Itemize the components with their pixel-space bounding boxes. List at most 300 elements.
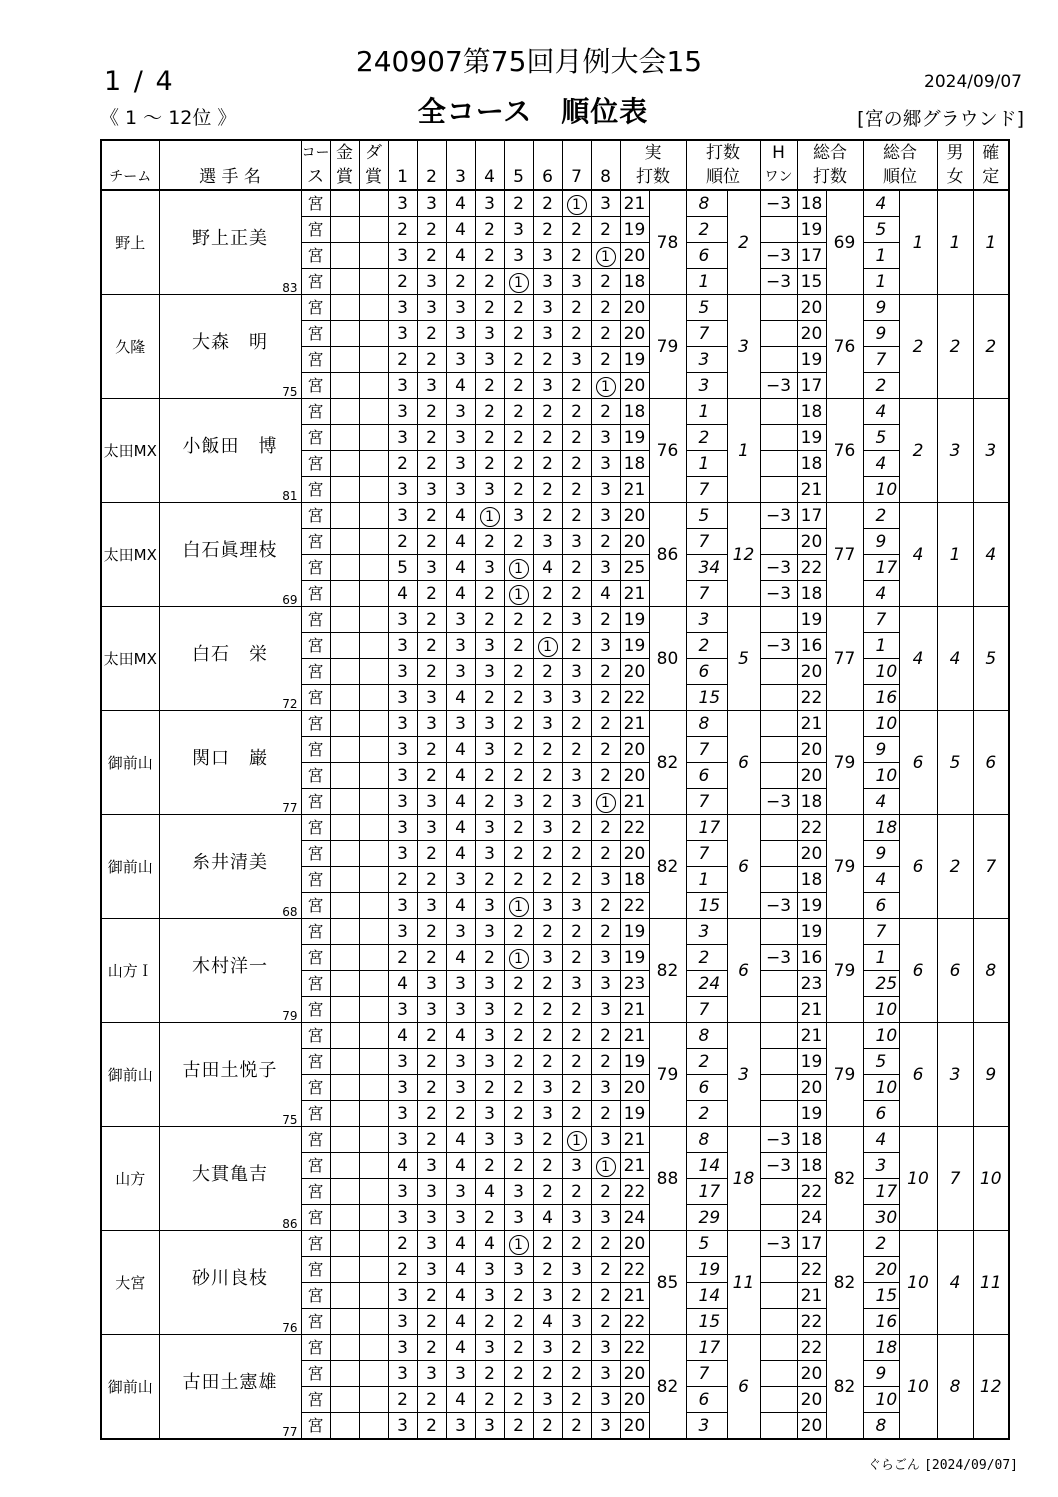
overall-strokes: 82 xyxy=(826,1231,863,1335)
hole-cell: 3 xyxy=(562,347,591,373)
hole-cell xyxy=(591,243,620,269)
overall-rank: 6 xyxy=(899,711,937,815)
table-row xyxy=(101,295,1009,321)
da-cell xyxy=(359,451,388,477)
round-total: 17 xyxy=(797,243,826,269)
hole-cell: 2 xyxy=(417,659,446,685)
hole-cell: 3 xyxy=(388,633,417,659)
round-total: 21 xyxy=(797,997,826,1023)
da-cell xyxy=(359,1231,388,1257)
hole-cell: 3 xyxy=(446,1179,475,1205)
gold-cell xyxy=(330,1101,359,1127)
gold-cell xyxy=(330,555,359,581)
hole-cell: 2 xyxy=(417,1283,446,1309)
round-total-rank: 1 xyxy=(863,945,899,971)
round-total-rank: 20 xyxy=(863,1257,899,1283)
actual-strokes: 79 xyxy=(649,1023,686,1127)
player-name-cell xyxy=(159,399,301,503)
round-rank: 2 xyxy=(686,217,727,243)
gold-cell xyxy=(330,1283,359,1309)
hole-cell: 3 xyxy=(446,919,475,945)
overall-rank: 6 xyxy=(899,919,937,1023)
hole-cell: 2 xyxy=(504,971,533,997)
hole-cell: 3 xyxy=(533,1387,562,1413)
round-total-rank: 4 xyxy=(863,1127,899,1153)
hole-cell: 2 xyxy=(475,399,504,425)
round-rank: 3 xyxy=(686,347,727,373)
hole-cell: 2 xyxy=(562,841,591,867)
hole-cell: 2 xyxy=(591,399,620,425)
footer xyxy=(868,1454,1018,1473)
player-age: 75 xyxy=(282,385,298,399)
round-total: 18 xyxy=(797,581,826,607)
hole-cell: 3 xyxy=(591,1075,620,1101)
gold-cell xyxy=(330,1049,359,1075)
player-name-cell xyxy=(159,295,301,399)
round-total: 20 xyxy=(797,659,826,685)
course-cell: 宮 xyxy=(301,1361,330,1387)
hole-cell: 2 xyxy=(562,243,591,269)
hole-in-one-adj: −3 xyxy=(760,1153,797,1179)
round-total-rank: 7 xyxy=(863,347,899,373)
actual-strokes: 82 xyxy=(649,919,686,1023)
hole-cell: 2 xyxy=(562,737,591,763)
hole-cell: 2 xyxy=(533,1257,562,1283)
round-total: 20 xyxy=(797,529,826,555)
overall-strokes: 79 xyxy=(826,815,863,919)
hole-in-one-adj xyxy=(760,919,797,945)
round-rank: 8 xyxy=(686,1023,727,1049)
hole-cell: 4 xyxy=(446,893,475,919)
hole-cell: 3 xyxy=(417,269,446,295)
hole-cell: 2 xyxy=(475,243,504,269)
overall-strokes: 77 xyxy=(826,607,863,711)
hole-cell: 4 xyxy=(446,815,475,841)
gold-cell xyxy=(330,607,359,633)
course-cell: 宮 xyxy=(301,763,330,789)
hole-in-one-adj xyxy=(760,1387,797,1413)
round-subtotal: 19 xyxy=(620,347,649,373)
gold-cell xyxy=(330,1179,359,1205)
team-cell: 野上 xyxy=(101,190,159,295)
round-subtotal: 20 xyxy=(620,1231,649,1257)
hole-cell: 3 xyxy=(417,295,446,321)
hole-cell: 3 xyxy=(475,1023,504,1049)
hole-cell: 2 xyxy=(533,347,562,373)
round-rank: 6 xyxy=(686,659,727,685)
da-cell xyxy=(359,1101,388,1127)
header-gold: 金 xyxy=(330,140,359,165)
hole-cell: 4 xyxy=(446,190,475,217)
hole-cell: 3 xyxy=(475,997,504,1023)
round-total: 20 xyxy=(797,1387,826,1413)
round-subtotal: 19 xyxy=(620,1049,649,1075)
hole-cell: 4 xyxy=(533,555,562,581)
hole-cell: 2 xyxy=(504,1335,533,1361)
round-subtotal: 21 xyxy=(620,190,649,217)
hole-in-one-mark: 1 xyxy=(509,585,529,605)
actual-strokes: 82 xyxy=(649,711,686,815)
hole-in-one-adj xyxy=(760,1309,797,1335)
hole-cell: 4 xyxy=(591,581,620,607)
hole-cell: 3 xyxy=(475,1257,504,1283)
hole-in-one-adj xyxy=(760,1413,797,1440)
strokes-rank: 12 xyxy=(727,503,760,607)
overall-strokes: 69 xyxy=(826,190,863,295)
round-total-rank: 9 xyxy=(863,737,899,763)
hole-cell: 2 xyxy=(504,737,533,763)
round-subtotal: 22 xyxy=(620,1179,649,1205)
hole-cell: 4 xyxy=(446,529,475,555)
hole-cell: 3 xyxy=(591,1413,620,1440)
round-total-rank: 4 xyxy=(863,867,899,893)
round-rank: 1 xyxy=(686,269,727,295)
round-subtotal: 20 xyxy=(620,1075,649,1101)
hole-in-one-adj xyxy=(760,1205,797,1231)
hole-cell: 2 xyxy=(591,1283,620,1309)
hole-cell: 2 xyxy=(504,763,533,789)
final-rank: 5 xyxy=(973,607,1009,711)
hole-cell: 2 xyxy=(417,347,446,373)
hole-cell: 4 xyxy=(475,1231,504,1257)
gold-cell xyxy=(330,633,359,659)
header-course-b: ス xyxy=(301,165,330,190)
hole-cell: 3 xyxy=(388,893,417,919)
round-subtotal: 24 xyxy=(620,1205,649,1231)
hole-cell: 2 xyxy=(591,269,620,295)
course-cell: 宮 xyxy=(301,217,330,243)
hole-cell: 4 xyxy=(446,217,475,243)
overall-strokes: 82 xyxy=(826,1127,863,1231)
hole-in-one-adj xyxy=(760,971,797,997)
hole-cell: 2 xyxy=(417,425,446,451)
round-subtotal: 20 xyxy=(620,529,649,555)
course-cell: 宮 xyxy=(301,971,330,997)
course-cell: 宮 xyxy=(301,711,330,737)
hole-in-one-adj xyxy=(760,1361,797,1387)
hole-cell: 4 xyxy=(388,1153,417,1179)
round-total-rank: 16 xyxy=(863,685,899,711)
round-total: 18 xyxy=(797,1153,826,1179)
round-total-rank: 18 xyxy=(863,1335,899,1361)
hole-cell xyxy=(533,633,562,659)
hole-cell: 2 xyxy=(591,1179,620,1205)
hole-cell: 3 xyxy=(475,1101,504,1127)
course-cell: 宮 xyxy=(301,607,330,633)
hole-cell: 2 xyxy=(533,190,562,217)
player-name: 関口 巌 xyxy=(192,747,268,769)
round-subtotal: 21 xyxy=(620,711,649,737)
player-name: 大森 明 xyxy=(192,331,268,353)
hole-cell: 2 xyxy=(475,945,504,971)
hole-cell: 2 xyxy=(562,1075,591,1101)
hole-cell: 2 xyxy=(591,321,620,347)
hole-cell: 2 xyxy=(504,633,533,659)
gold-cell xyxy=(330,217,359,243)
hole-cell: 2 xyxy=(388,529,417,555)
gold-cell xyxy=(330,971,359,997)
hole-cell: 3 xyxy=(388,399,417,425)
round-subtotal: 21 xyxy=(620,581,649,607)
overall-strokes: 79 xyxy=(826,919,863,1023)
hole-cell: 3 xyxy=(388,190,417,217)
strokes-rank: 18 xyxy=(727,1127,760,1231)
hole-cell: 3 xyxy=(388,659,417,685)
hole-in-one-mark: 1 xyxy=(596,247,616,267)
round-total-rank: 18 xyxy=(863,815,899,841)
hole-cell: 2 xyxy=(417,321,446,347)
overall-rank: 4 xyxy=(899,503,937,607)
da-cell xyxy=(359,373,388,399)
hole-cell: 2 xyxy=(504,321,533,347)
course-cell: 宮 xyxy=(301,659,330,685)
hole-cell: 3 xyxy=(388,243,417,269)
header-total-b: 打数 xyxy=(797,165,863,190)
round-total: 18 xyxy=(797,867,826,893)
course-cell: 宮 xyxy=(301,1153,330,1179)
hole-cell: 3 xyxy=(475,815,504,841)
table-row xyxy=(101,190,1009,217)
hole-cell: 3 xyxy=(388,919,417,945)
round-total-rank: 4 xyxy=(863,190,899,217)
round-total-rank: 4 xyxy=(863,399,899,425)
round-total-rank: 1 xyxy=(863,633,899,659)
course-cell: 宮 xyxy=(301,1205,330,1231)
round-total-rank: 9 xyxy=(863,321,899,347)
hole-cell: 3 xyxy=(562,971,591,997)
hole-cell: 4 xyxy=(388,971,417,997)
hole-in-one-adj xyxy=(760,425,797,451)
hole-in-one-adj xyxy=(760,841,797,867)
hole-cell xyxy=(504,1231,533,1257)
hole-cell: 3 xyxy=(533,373,562,399)
hole-cell: 3 xyxy=(591,503,620,529)
hole-cell: 3 xyxy=(388,295,417,321)
header-final-b: 定 xyxy=(973,165,1009,190)
hole-cell: 2 xyxy=(504,997,533,1023)
gold-cell xyxy=(330,685,359,711)
hole-cell: 2 xyxy=(504,1075,533,1101)
round-rank: 7 xyxy=(686,581,727,607)
hole-in-one-adj: −3 xyxy=(760,893,797,919)
round-total: 21 xyxy=(797,711,826,737)
hole-cell xyxy=(504,269,533,295)
actual-strokes: 86 xyxy=(649,503,686,607)
hole-cell: 3 xyxy=(591,190,620,217)
hole-cell: 3 xyxy=(533,1335,562,1361)
round-rank: 15 xyxy=(686,893,727,919)
gold-cell xyxy=(330,1387,359,1413)
da-cell xyxy=(359,217,388,243)
hole-cell: 3 xyxy=(417,685,446,711)
round-total: 17 xyxy=(797,373,826,399)
hole-cell: 3 xyxy=(446,867,475,893)
da-cell xyxy=(359,1127,388,1153)
strokes-rank: 3 xyxy=(727,295,760,399)
round-total-rank: 8 xyxy=(863,1413,899,1440)
course-cell: 宮 xyxy=(301,919,330,945)
da-cell xyxy=(359,867,388,893)
round-total-rank: 10 xyxy=(863,763,899,789)
hole-cell: 4 xyxy=(533,1309,562,1335)
table-row xyxy=(101,1231,1009,1257)
hole-cell: 3 xyxy=(591,945,620,971)
round-rank: 2 xyxy=(686,945,727,971)
table-body xyxy=(101,190,1009,1439)
hole-cell: 3 xyxy=(475,971,504,997)
hole-cell: 3 xyxy=(417,997,446,1023)
round-total-rank: 10 xyxy=(863,997,899,1023)
hole-cell: 2 xyxy=(475,295,504,321)
round-rank: 3 xyxy=(686,607,727,633)
hole-cell: 3 xyxy=(388,1361,417,1387)
hole-cell: 2 xyxy=(475,789,504,815)
course-cell: 宮 xyxy=(301,633,330,659)
hole-cell: 3 xyxy=(475,1127,504,1153)
hole-cell: 3 xyxy=(562,607,591,633)
team-cell: 太田MX xyxy=(101,399,159,503)
hole-in-one-mark: 1 xyxy=(567,1131,587,1151)
hole-cell: 3 xyxy=(533,1075,562,1101)
table-row xyxy=(101,607,1009,633)
round-total: 21 xyxy=(797,477,826,503)
gold-cell xyxy=(330,815,359,841)
hole-cell xyxy=(562,1127,591,1153)
hole-cell: 2 xyxy=(417,763,446,789)
hole-cell: 2 xyxy=(591,529,620,555)
course-cell: 宮 xyxy=(301,1023,330,1049)
course-cell: 宮 xyxy=(301,555,330,581)
header-team-spacer xyxy=(101,140,159,165)
round-rank: 19 xyxy=(686,1257,727,1283)
hole-in-one-adj: −3 xyxy=(760,581,797,607)
hole-in-one-adj xyxy=(760,1283,797,1309)
hole-cell: 2 xyxy=(417,1127,446,1153)
round-rank: 2 xyxy=(686,1101,727,1127)
da-cell xyxy=(359,529,388,555)
hole-cell: 3 xyxy=(533,893,562,919)
hole-cell: 2 xyxy=(504,1153,533,1179)
hole-cell: 2 xyxy=(533,1413,562,1440)
hole-cell: 3 xyxy=(533,321,562,347)
hole-in-one-adj xyxy=(760,607,797,633)
hole-cell: 2 xyxy=(533,503,562,529)
gold-cell xyxy=(330,1023,359,1049)
hole-cell: 3 xyxy=(446,607,475,633)
round-subtotal: 21 xyxy=(620,1283,649,1309)
header-da-b: 賞 xyxy=(359,165,388,190)
hole-cell: 2 xyxy=(475,867,504,893)
hole-cell: 3 xyxy=(446,1049,475,1075)
strokes-rank: 6 xyxy=(727,919,760,1023)
gold-cell xyxy=(330,659,359,685)
hole-cell: 2 xyxy=(388,217,417,243)
player-age: 86 xyxy=(282,1217,298,1231)
round-subtotal: 22 xyxy=(620,1257,649,1283)
gold-cell xyxy=(330,841,359,867)
hole-cell: 2 xyxy=(533,1153,562,1179)
hole-cell: 3 xyxy=(562,1205,591,1231)
gold-cell xyxy=(330,763,359,789)
header-name: 選 手 名 xyxy=(159,165,301,190)
hole-cell: 3 xyxy=(475,737,504,763)
round-subtotal: 20 xyxy=(620,1387,649,1413)
hole-cell: 3 xyxy=(388,763,417,789)
round-total: 20 xyxy=(797,321,826,347)
round-total: 22 xyxy=(797,1335,826,1361)
hole-cell: 3 xyxy=(388,815,417,841)
hole-cell: 2 xyxy=(533,971,562,997)
report-date: 2024/09/07 xyxy=(924,72,1022,92)
header-hio: H xyxy=(760,140,797,165)
hole-cell: 3 xyxy=(446,1361,475,1387)
gold-cell xyxy=(330,503,359,529)
round-total-rank: 3 xyxy=(863,1153,899,1179)
round-subtotal: 20 xyxy=(620,763,649,789)
hole-cell: 3 xyxy=(562,269,591,295)
header-gender: 男 xyxy=(937,140,973,165)
round-subtotal: 22 xyxy=(620,1335,649,1361)
hole-cell: 2 xyxy=(562,581,591,607)
team-cell: 御前山 xyxy=(101,815,159,919)
hole-cell: 2 xyxy=(533,477,562,503)
course-cell: 宮 xyxy=(301,815,330,841)
hole-cell: 4 xyxy=(446,945,475,971)
hole-cell: 2 xyxy=(533,659,562,685)
round-total: 18 xyxy=(797,1127,826,1153)
hole-cell: 3 xyxy=(388,1413,417,1440)
hole-cell: 2 xyxy=(388,1231,417,1257)
round-rank: 3 xyxy=(686,919,727,945)
hole-in-one-mark: 1 xyxy=(509,897,529,917)
hole-cell: 2 xyxy=(562,451,591,477)
hole-in-one-adj xyxy=(760,1075,797,1101)
hole-cell: 2 xyxy=(562,1361,591,1387)
da-cell xyxy=(359,1387,388,1413)
final-rank: 3 xyxy=(973,399,1009,503)
hole-cell: 2 xyxy=(388,867,417,893)
round-total: 18 xyxy=(797,399,826,425)
round-rank: 29 xyxy=(686,1205,727,1231)
hole-cell: 2 xyxy=(475,1387,504,1413)
hole-cell: 4 xyxy=(388,1023,417,1049)
da-cell xyxy=(359,893,388,919)
hole-cell: 3 xyxy=(562,1309,591,1335)
header-gender-b: 女 xyxy=(937,165,973,190)
hole-cell xyxy=(591,373,620,399)
hole-cell: 2 xyxy=(562,945,591,971)
round-subtotal: 18 xyxy=(620,269,649,295)
gold-cell xyxy=(330,425,359,451)
hole-cell: 3 xyxy=(388,997,417,1023)
round-total: 21 xyxy=(797,1023,826,1049)
round-total-rank: 4 xyxy=(863,451,899,477)
round-rank: 6 xyxy=(686,243,727,269)
header-team: チーム xyxy=(101,165,159,190)
header-gold-b: 賞 xyxy=(330,165,359,190)
da-cell xyxy=(359,1023,388,1049)
hole-cell: 3 xyxy=(388,789,417,815)
round-total-rank: 4 xyxy=(863,581,899,607)
footer-stamp: [2024/09/07] xyxy=(924,1458,1018,1473)
da-cell xyxy=(359,399,388,425)
final-rank: 2 xyxy=(973,295,1009,399)
gold-cell xyxy=(330,1075,359,1101)
hole-cell: 3 xyxy=(388,321,417,347)
hole-cell: 2 xyxy=(504,607,533,633)
hole-cell: 3 xyxy=(504,789,533,815)
round-rank: 1 xyxy=(686,867,727,893)
